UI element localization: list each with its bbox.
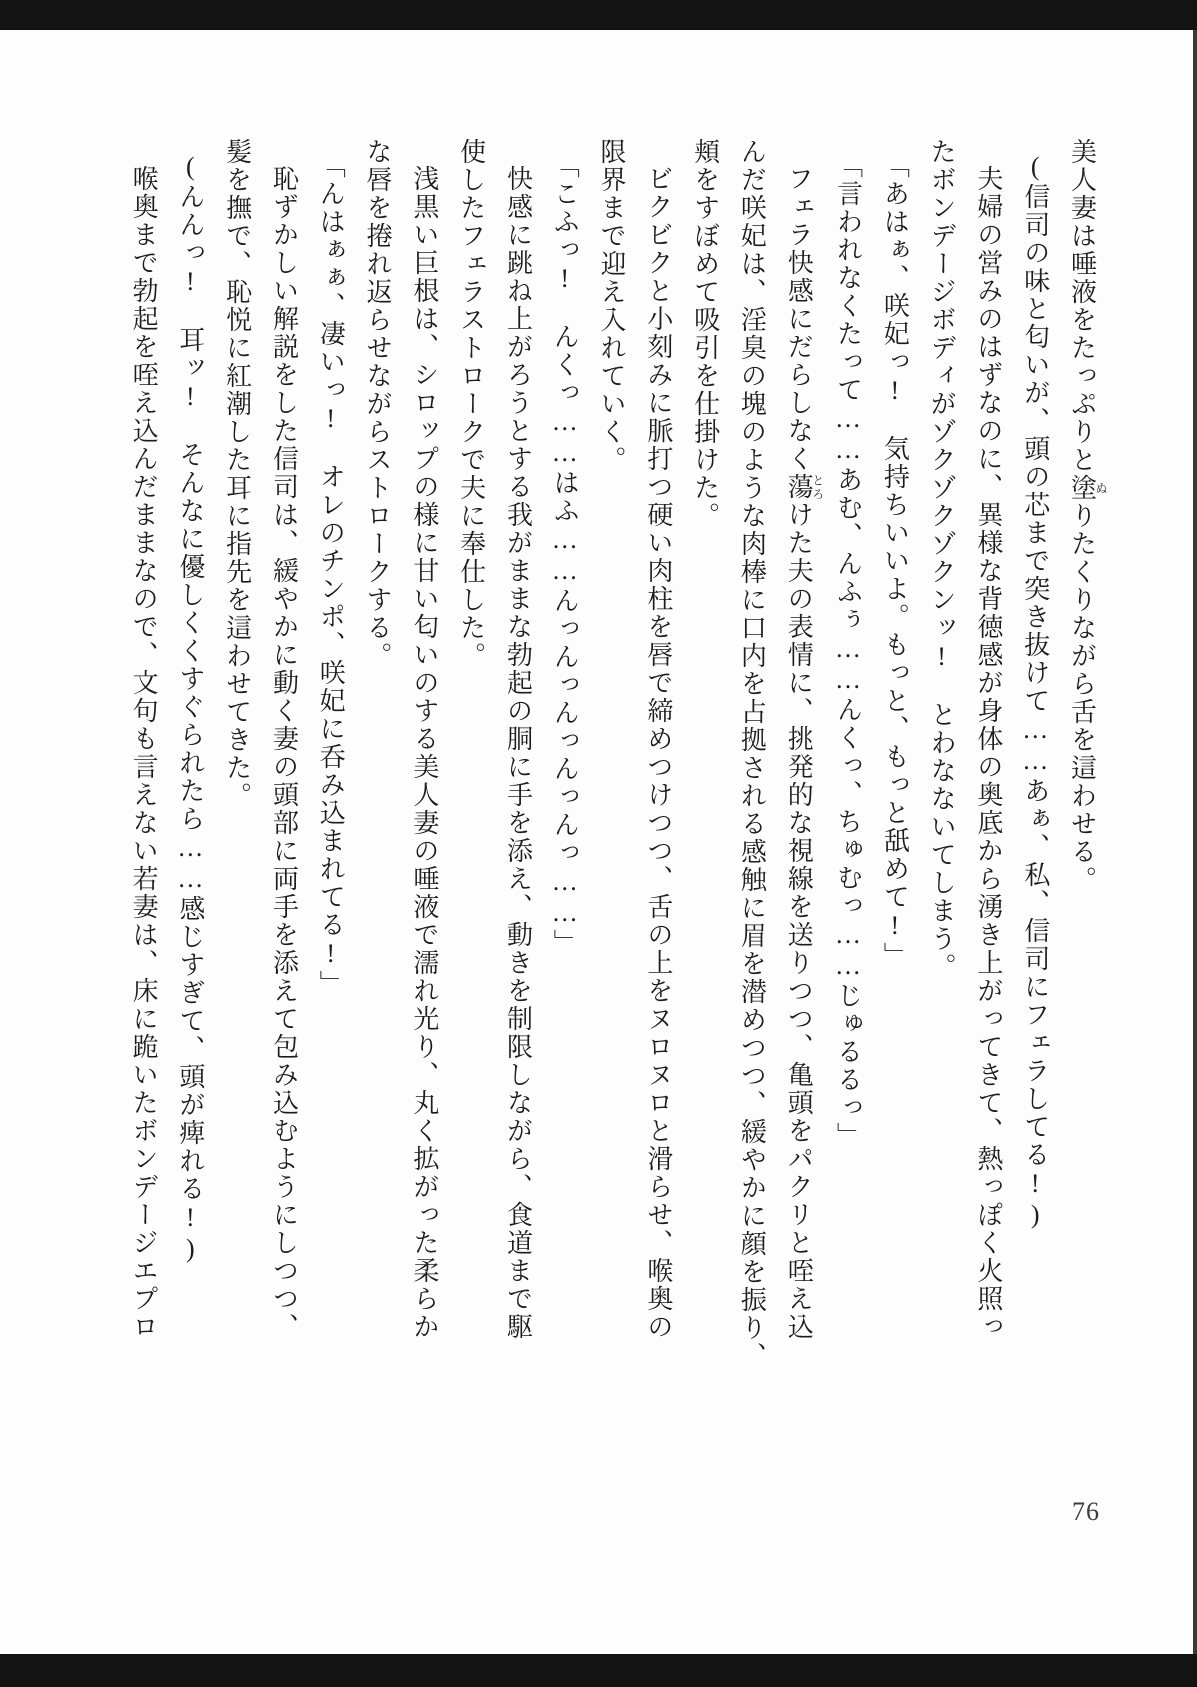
text-column-12: 「こふっ! んくっ……はふ……んっんっんっんっんっ……」 [550, 152, 580, 958]
text-column-20: (んんっ! 耳ッ! そんなに優しくくすぐられたら……感じすぎて、頭が痺れる!) [175, 152, 205, 1266]
text-column-11: 限界まで迎え入れていく。 [597, 138, 627, 474]
text-column-13: 快感に跳ね上がろうとする我がままな勃起の胴に手を添え、動きを制限しながら、食道まで駆 [503, 165, 533, 1342]
text-column-07: フェラ快感にだらしなく蕩とろけた夫の表情に、挑発的な視線を送りつつ、亀頭をパクリと咥え込 [784, 165, 825, 1342]
text-column-08: んだ咲妃は、淫臭の塊のような肉棒に口内を占拠される感触に眉を潜めつつ、緩やかに顔を振り、 [737, 138, 767, 1370]
text-column-05: 「あはぁ、咲妃っ! 気持ちいいよ。もっと、もっと舐めて!」 [880, 152, 910, 971]
vertical-text-block [119, 138, 1107, 1388]
text-column-14: 使したフェラストロークで夫に奉仕した。 [456, 138, 486, 670]
text-column-06: 「言われなくたって……あむ、んふぅ……んくっ、ちゅむっ……じゅるるっ」 [833, 152, 863, 1151]
text-column-09: 頬をすぼめて吸引を仕掛けた。 [690, 138, 720, 530]
text-column-01: 美人妻は唾液をたっぷりと塗ぬりたくりながら舌を這わせる。 [1067, 138, 1108, 894]
text-column-18: 恥ずかしい解説をした信司は、緩やかに動く妻の頭部に両手を添えて包み込むようにしつつ、 [269, 165, 299, 1342]
text-column-17: 「んはぁぁ、凄いっ! オレのチンポ、咲妃に呑み込まれてる!」 [316, 152, 346, 999]
top-black-bar [0, 0, 1197, 30]
text-column-21: 喉奥まで勃起を咥え込んだままなので、文句も言えない若妻は、床に跪いたボンデージエプロ [129, 165, 159, 1342]
text-column-16: な唇を捲れ返らせながらストロークする。 [363, 138, 393, 670]
page-number: 76 [1072, 1497, 1100, 1526]
page-right-edge-line [1193, 30, 1197, 1654]
text-column-10: ビクビクと小刻みに脈打つ硬い肉柱を唇で締めつけつつ、舌の上をヌロヌロと滑らせ、喉奥の [643, 165, 673, 1342]
text-column-03: 夫婦の営みのはずなのに、異様な背徳感が身体の奥底から湧き上がってきて、熱っぽく火照っ [973, 165, 1003, 1342]
text-column-02: (信司の味と匂いが、頭の芯まで突き抜けて……あぁ、私、信司にフェラしてる!) [1020, 152, 1050, 1232]
text-column-19: 髪を撫で、恥悦に紅潮した耳に指先を這わせてきた。 [222, 138, 252, 810]
text-column-04: たボンデージボディがゾクゾクゾクンッ! とわなないてしまう。 [927, 138, 957, 981]
text-column-15: 浅黒い巨根は、シロップの様に甘い匂いのする美人妻の唾液で濡れ光り、丸く拡がった柔らか [409, 165, 439, 1342]
bottom-black-bar [0, 1654, 1197, 1687]
